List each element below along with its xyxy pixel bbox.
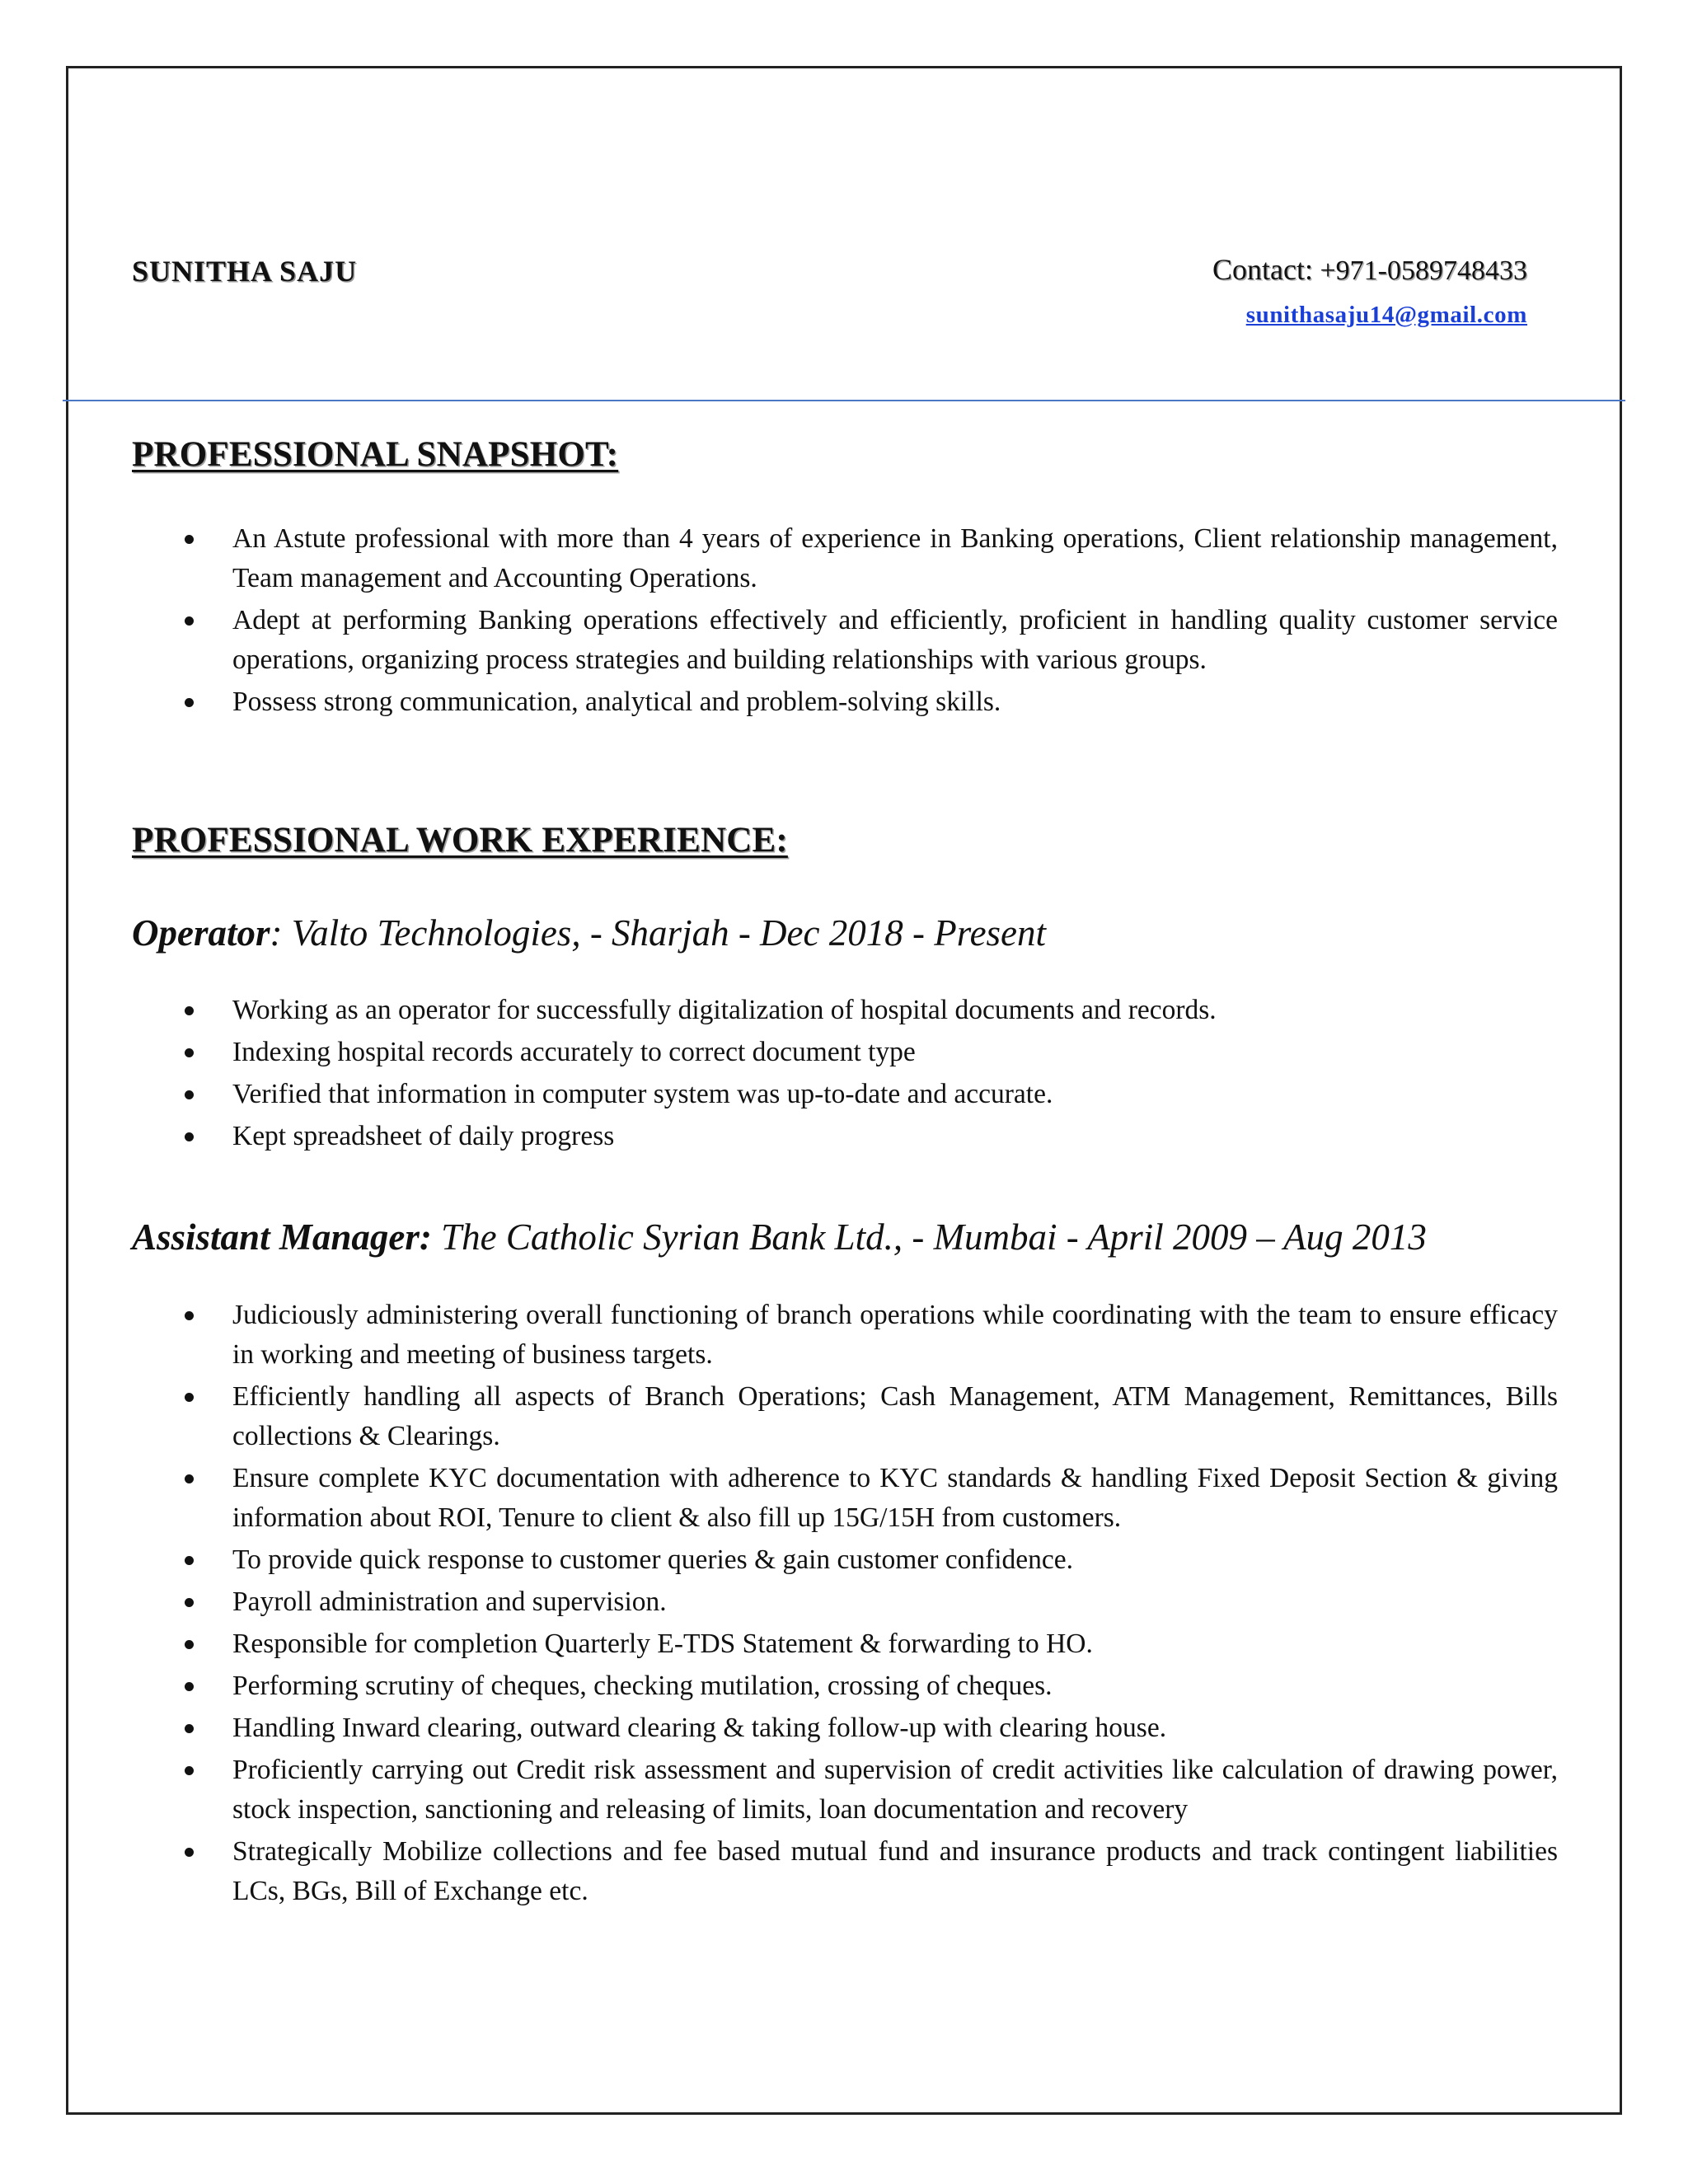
header-divider (63, 400, 1625, 401)
list-item (132, 991, 1558, 1030)
bullet-icon (185, 1556, 194, 1565)
job-details: : Valto Technologies, - Sharjah - Dec 2018 - Present (270, 912, 1047, 954)
list-item-text: Adept at performing Banking operations effectively and efficiently, proficient in handling quality customer service operations, organizing process strategies and building relationships with various groups. (232, 605, 1558, 675)
list-item (132, 1117, 1558, 1156)
bullet-icon (185, 1682, 194, 1691)
list-item (132, 1459, 1558, 1538)
list-item-text: Ensure complete KYC documentation with adherence to KYC standards & handling Fixed Deposit Section & giving information about ROI, Tenure to client & also fill up 15G/15H from customers. (232, 1463, 1558, 1533)
assistant-manager-duties-list (132, 1296, 1558, 1914)
list-item-text: An Astute professional with more than 4 years of experience in Banking operations, Client relationship management, Team management and Accounting Operations. (232, 523, 1558, 593)
candidate-name: SUNITHA SAJU (132, 255, 358, 288)
list-item (132, 1832, 1558, 1911)
contact-phone-line (1212, 252, 1527, 287)
bullet-icon (185, 1048, 194, 1057)
list-item-text: Judiciously administering overall functioning of branch operations while coordinating with the team to ensure efficacy in working and meeting of business targets. (232, 1300, 1558, 1370)
list-item (132, 1377, 1558, 1456)
list-item-text: To provide quick response to customer queries & gain customer confidence. (232, 1544, 1074, 1575)
bullet-icon (185, 616, 194, 626)
list-item (132, 1075, 1558, 1114)
bullet-icon (185, 1090, 194, 1099)
list-item-text: Strategically Mobilize collections and fee based mutual fund and insurance products and track contingent liabilities LCs, BGs, Bill of Exchange etc. (232, 1836, 1558, 1906)
list-item-text: Indexing hospital records accurately to correct document type (232, 1037, 916, 1067)
snapshot-heading: PROFESSIONAL SNAPSHOT: (132, 435, 619, 474)
list-item (132, 1582, 1558, 1622)
snapshot-list (132, 519, 1558, 724)
list-item (132, 1708, 1558, 1748)
contact-email-link[interactable]: sunithasaju14@gmail.com (1245, 302, 1527, 328)
list-item-text: Kept spreadsheet of daily progress (232, 1121, 615, 1151)
bullet-icon (185, 1848, 194, 1857)
experience-heading: PROFESSIONAL WORK EXPERIENCE: (132, 821, 788, 860)
list-item-text: Working as an operator for successfully digitalization of hospital documents and records. (232, 995, 1217, 1025)
list-item-text: Performing scrutiny of cheques, checking mutilation, crossing of cheques. (232, 1671, 1053, 1701)
list-item-text: Proficiently carrying out Credit risk assessment and supervision of credit activities like calculation of drawing power, stock inspection, sanctioning and releasing of limits, loan documentation and recovery (232, 1755, 1558, 1825)
bullet-icon (185, 535, 194, 544)
job-title-assistant-manager (132, 1216, 1427, 1258)
bullet-icon (185, 1640, 194, 1649)
contact-phone: +971-0589748433 (1320, 255, 1527, 286)
job-title-operator (132, 912, 1046, 954)
bullet-icon (185, 698, 194, 707)
list-item-text: Verified that information in computer system was up-to-date and accurate. (232, 1079, 1053, 1109)
operator-duties-list (132, 991, 1558, 1159)
list-item (132, 1296, 1558, 1375)
contact-block (1212, 252, 1527, 329)
list-item-text: Efficiently handling all aspects of Branch Operations; Cash Management, ATM Management, Remittances, Bills collections & Clearings. (232, 1381, 1558, 1451)
list-item (132, 519, 1558, 598)
list-item-text: Possess strong communication, analytical and problem-solving skills. (232, 687, 1001, 717)
job-role: Operator (132, 912, 270, 954)
bullet-icon (185, 1006, 194, 1015)
bullet-icon (185, 1132, 194, 1141)
list-item-text: Handling Inward clearing, outward clearing & taking follow-up with clearing house. (232, 1713, 1167, 1743)
list-item (132, 1750, 1558, 1830)
job-details: The Catholic Syrian Bank Ltd., - Mumbai - April 2009 – Aug 2013 (431, 1216, 1427, 1258)
bullet-icon (185, 1598, 194, 1607)
list-item (132, 1033, 1558, 1072)
contact-label: Contact: (1212, 253, 1313, 286)
list-item (132, 1624, 1558, 1664)
bullet-icon (185, 1766, 194, 1775)
bullet-icon (185, 1393, 194, 1402)
list-item (132, 1540, 1558, 1580)
bullet-icon (185, 1311, 194, 1320)
job-role: Assistant Manager: (132, 1216, 432, 1258)
bullet-icon (185, 1474, 194, 1483)
bullet-icon (185, 1724, 194, 1733)
list-item-text: Responsible for completion Quarterly E-TDS Statement & forwarding to HO. (232, 1629, 1093, 1659)
list-item (132, 601, 1558, 680)
list-item-text: Payroll administration and supervision. (232, 1586, 667, 1617)
list-item (132, 1666, 1558, 1706)
list-item (132, 682, 1558, 722)
